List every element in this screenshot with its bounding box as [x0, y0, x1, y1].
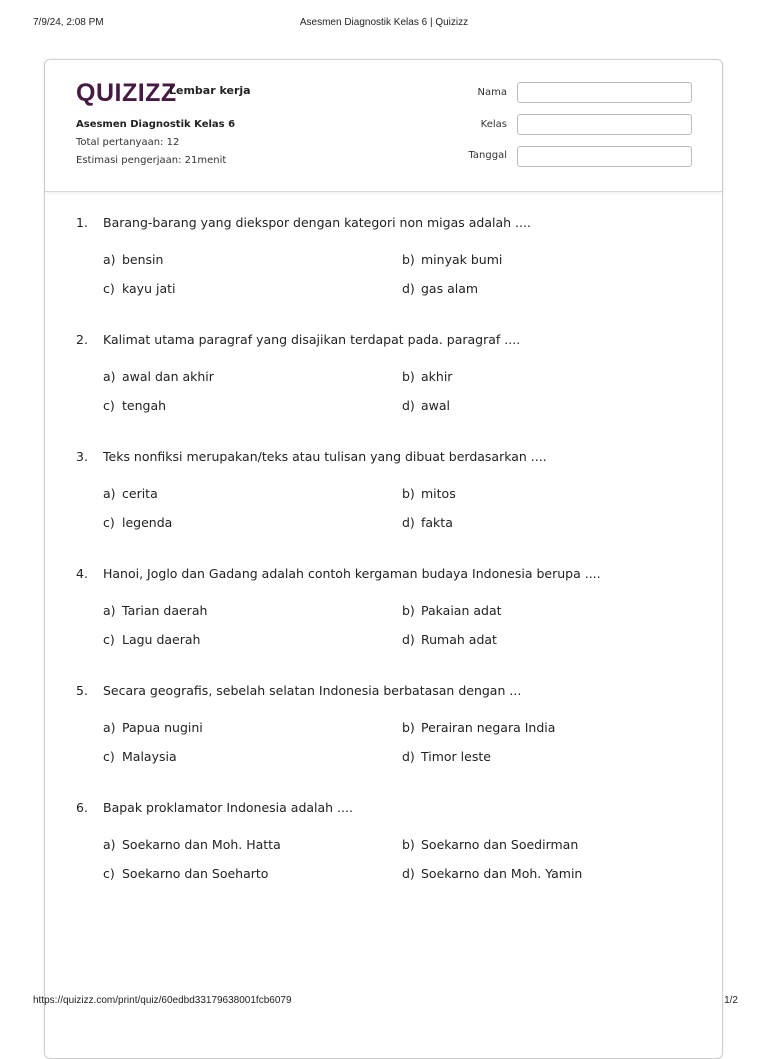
question-item: [76, 683, 696, 793]
option-text: Soekarno dan Soeharto: [122, 866, 269, 881]
answer-option: [402, 398, 450, 413]
answer-option: [103, 486, 158, 501]
option-text: Malaysia: [122, 749, 177, 764]
answer-option: [103, 749, 177, 764]
question-item: [76, 566, 696, 676]
question-item: [76, 449, 696, 559]
question-text: Secara geografis, sebelah selatan Indonesia berbatasan dengan ...: [103, 683, 522, 698]
option-text: Rumah adat: [421, 632, 497, 647]
option-text: Perairan negara India: [421, 720, 556, 735]
option-letter: d): [402, 632, 415, 647]
question-text: Teks nonfiksi merupakan/teks atau tulisan yang dibuat berdasarkan ....: [103, 449, 547, 464]
option-text: minyak bumi: [421, 252, 503, 267]
date-field[interactable]: [517, 146, 692, 167]
option-text: Soekarno dan Moh. Yamin: [421, 866, 583, 881]
answer-option: [103, 603, 207, 618]
answer-option: [103, 837, 281, 852]
question-number: 6.: [76, 800, 88, 815]
option-letter: d): [402, 749, 415, 764]
option-letter: c): [103, 398, 115, 413]
option-text: Timor leste: [421, 749, 491, 764]
answer-option: [103, 252, 163, 267]
print-header: [0, 17, 768, 31]
answer-option: [402, 866, 582, 881]
question-text: Hanoi, Joglo dan Gadang adalah contoh kergaman budaya Indonesia berupa ....: [103, 566, 601, 581]
option-letter: b): [402, 603, 415, 618]
option-text: Lagu daerah: [122, 632, 201, 647]
name-field[interactable]: [517, 82, 692, 103]
print-page-title: Asesmen Diagnostik Kelas 6 | Quizizz: [299, 17, 469, 28]
total-questions: Total pertanyaan: 12: [76, 137, 180, 148]
answer-option: [103, 398, 166, 413]
worksheet: [44, 59, 723, 1059]
estimated-time: Estimasi pengerjaan: 21menit: [76, 155, 227, 166]
question-number: 4.: [76, 566, 88, 581]
question-item: [76, 215, 696, 325]
class-label: Kelas: [480, 119, 507, 130]
answer-option: [103, 720, 203, 735]
option-text: Papua nugini: [122, 720, 203, 735]
option-text: gas alam: [421, 281, 479, 296]
question-text: Bapak proklamator Indonesia adalah ....: [103, 800, 353, 815]
option-text: awal dan akhir: [122, 369, 214, 384]
option-text: Soekarno dan Moh. Hatta: [122, 837, 281, 852]
option-letter: a): [103, 252, 116, 267]
answer-option: [402, 369, 452, 384]
option-text: awal: [421, 398, 451, 413]
question-number: 5.: [76, 683, 88, 698]
option-letter: d): [402, 866, 415, 881]
option-letter: a): [103, 369, 116, 384]
answer-option: [402, 749, 491, 764]
answer-option: [402, 603, 502, 618]
option-letter: c): [103, 866, 115, 881]
question-text: Barang-barang yang diekspor dengan kategori non migas adalah ....: [103, 215, 531, 230]
print-footer: [0, 995, 768, 1009]
option-text: legenda: [122, 515, 173, 530]
worksheet-label: Lembar kerja: [169, 84, 251, 97]
answer-option: [402, 486, 456, 501]
option-letter: b): [402, 252, 415, 267]
answer-option: [402, 720, 555, 735]
option-text: tengah: [122, 398, 167, 413]
name-label: Nama: [477, 87, 507, 98]
option-letter: d): [402, 398, 415, 413]
answer-option: [103, 866, 268, 881]
answer-option: [103, 369, 214, 384]
answer-option: [103, 632, 200, 647]
option-letter: a): [103, 486, 116, 501]
option-letter: b): [402, 486, 415, 501]
option-letter: b): [402, 720, 415, 735]
question-number: 2.: [76, 332, 88, 347]
answer-option: [402, 252, 502, 267]
question-item: [76, 800, 696, 910]
quizizz-logo: QUIZIZZ: [76, 79, 177, 107]
option-letter: c): [103, 515, 115, 530]
answer-option: [402, 515, 453, 530]
option-text: Pakaian adat: [421, 603, 502, 618]
answer-option: [402, 837, 578, 852]
question-number: 1.: [76, 215, 88, 230]
option-letter: c): [103, 281, 115, 296]
print-url: https://quizizz.com/print/quiz/60edbd33179638001fcb6079: [33, 995, 292, 1006]
option-text: kayu jati: [122, 281, 176, 296]
option-letter: d): [402, 515, 415, 530]
option-letter: b): [402, 369, 415, 384]
print-page-number: 1/2: [724, 995, 738, 1006]
answer-option: [103, 281, 175, 296]
option-text: cerita: [122, 486, 158, 501]
answer-option: [402, 632, 497, 647]
option-text: bensin: [122, 252, 164, 267]
question-text: Kalimat utama paragraf yang disajikan terdapat pada. paragraf ....: [103, 332, 521, 347]
option-letter: c): [103, 632, 115, 647]
quiz-title: Asesmen Diagnostik Kelas 6: [76, 119, 236, 130]
answer-option: [402, 281, 478, 296]
class-field[interactable]: [517, 114, 692, 135]
option-letter: c): [103, 749, 115, 764]
option-letter: d): [402, 281, 415, 296]
option-text: akhir: [421, 369, 453, 384]
answer-option: [103, 515, 172, 530]
question-number: 3.: [76, 449, 88, 464]
option-text: Tarian daerah: [122, 603, 208, 618]
option-text: Soekarno dan Soedirman: [421, 837, 579, 852]
option-text: mitos: [421, 486, 456, 501]
option-letter: a): [103, 603, 116, 618]
option-letter: b): [402, 837, 415, 852]
date-label: Tanggal: [468, 150, 507, 161]
question-item: [76, 332, 696, 442]
option-letter: a): [103, 720, 116, 735]
print-datetime: 7/9/24, 2:08 PM: [33, 17, 104, 28]
option-text: fakta: [421, 515, 453, 530]
worksheet-header: [45, 60, 722, 192]
option-letter: a): [103, 837, 116, 852]
